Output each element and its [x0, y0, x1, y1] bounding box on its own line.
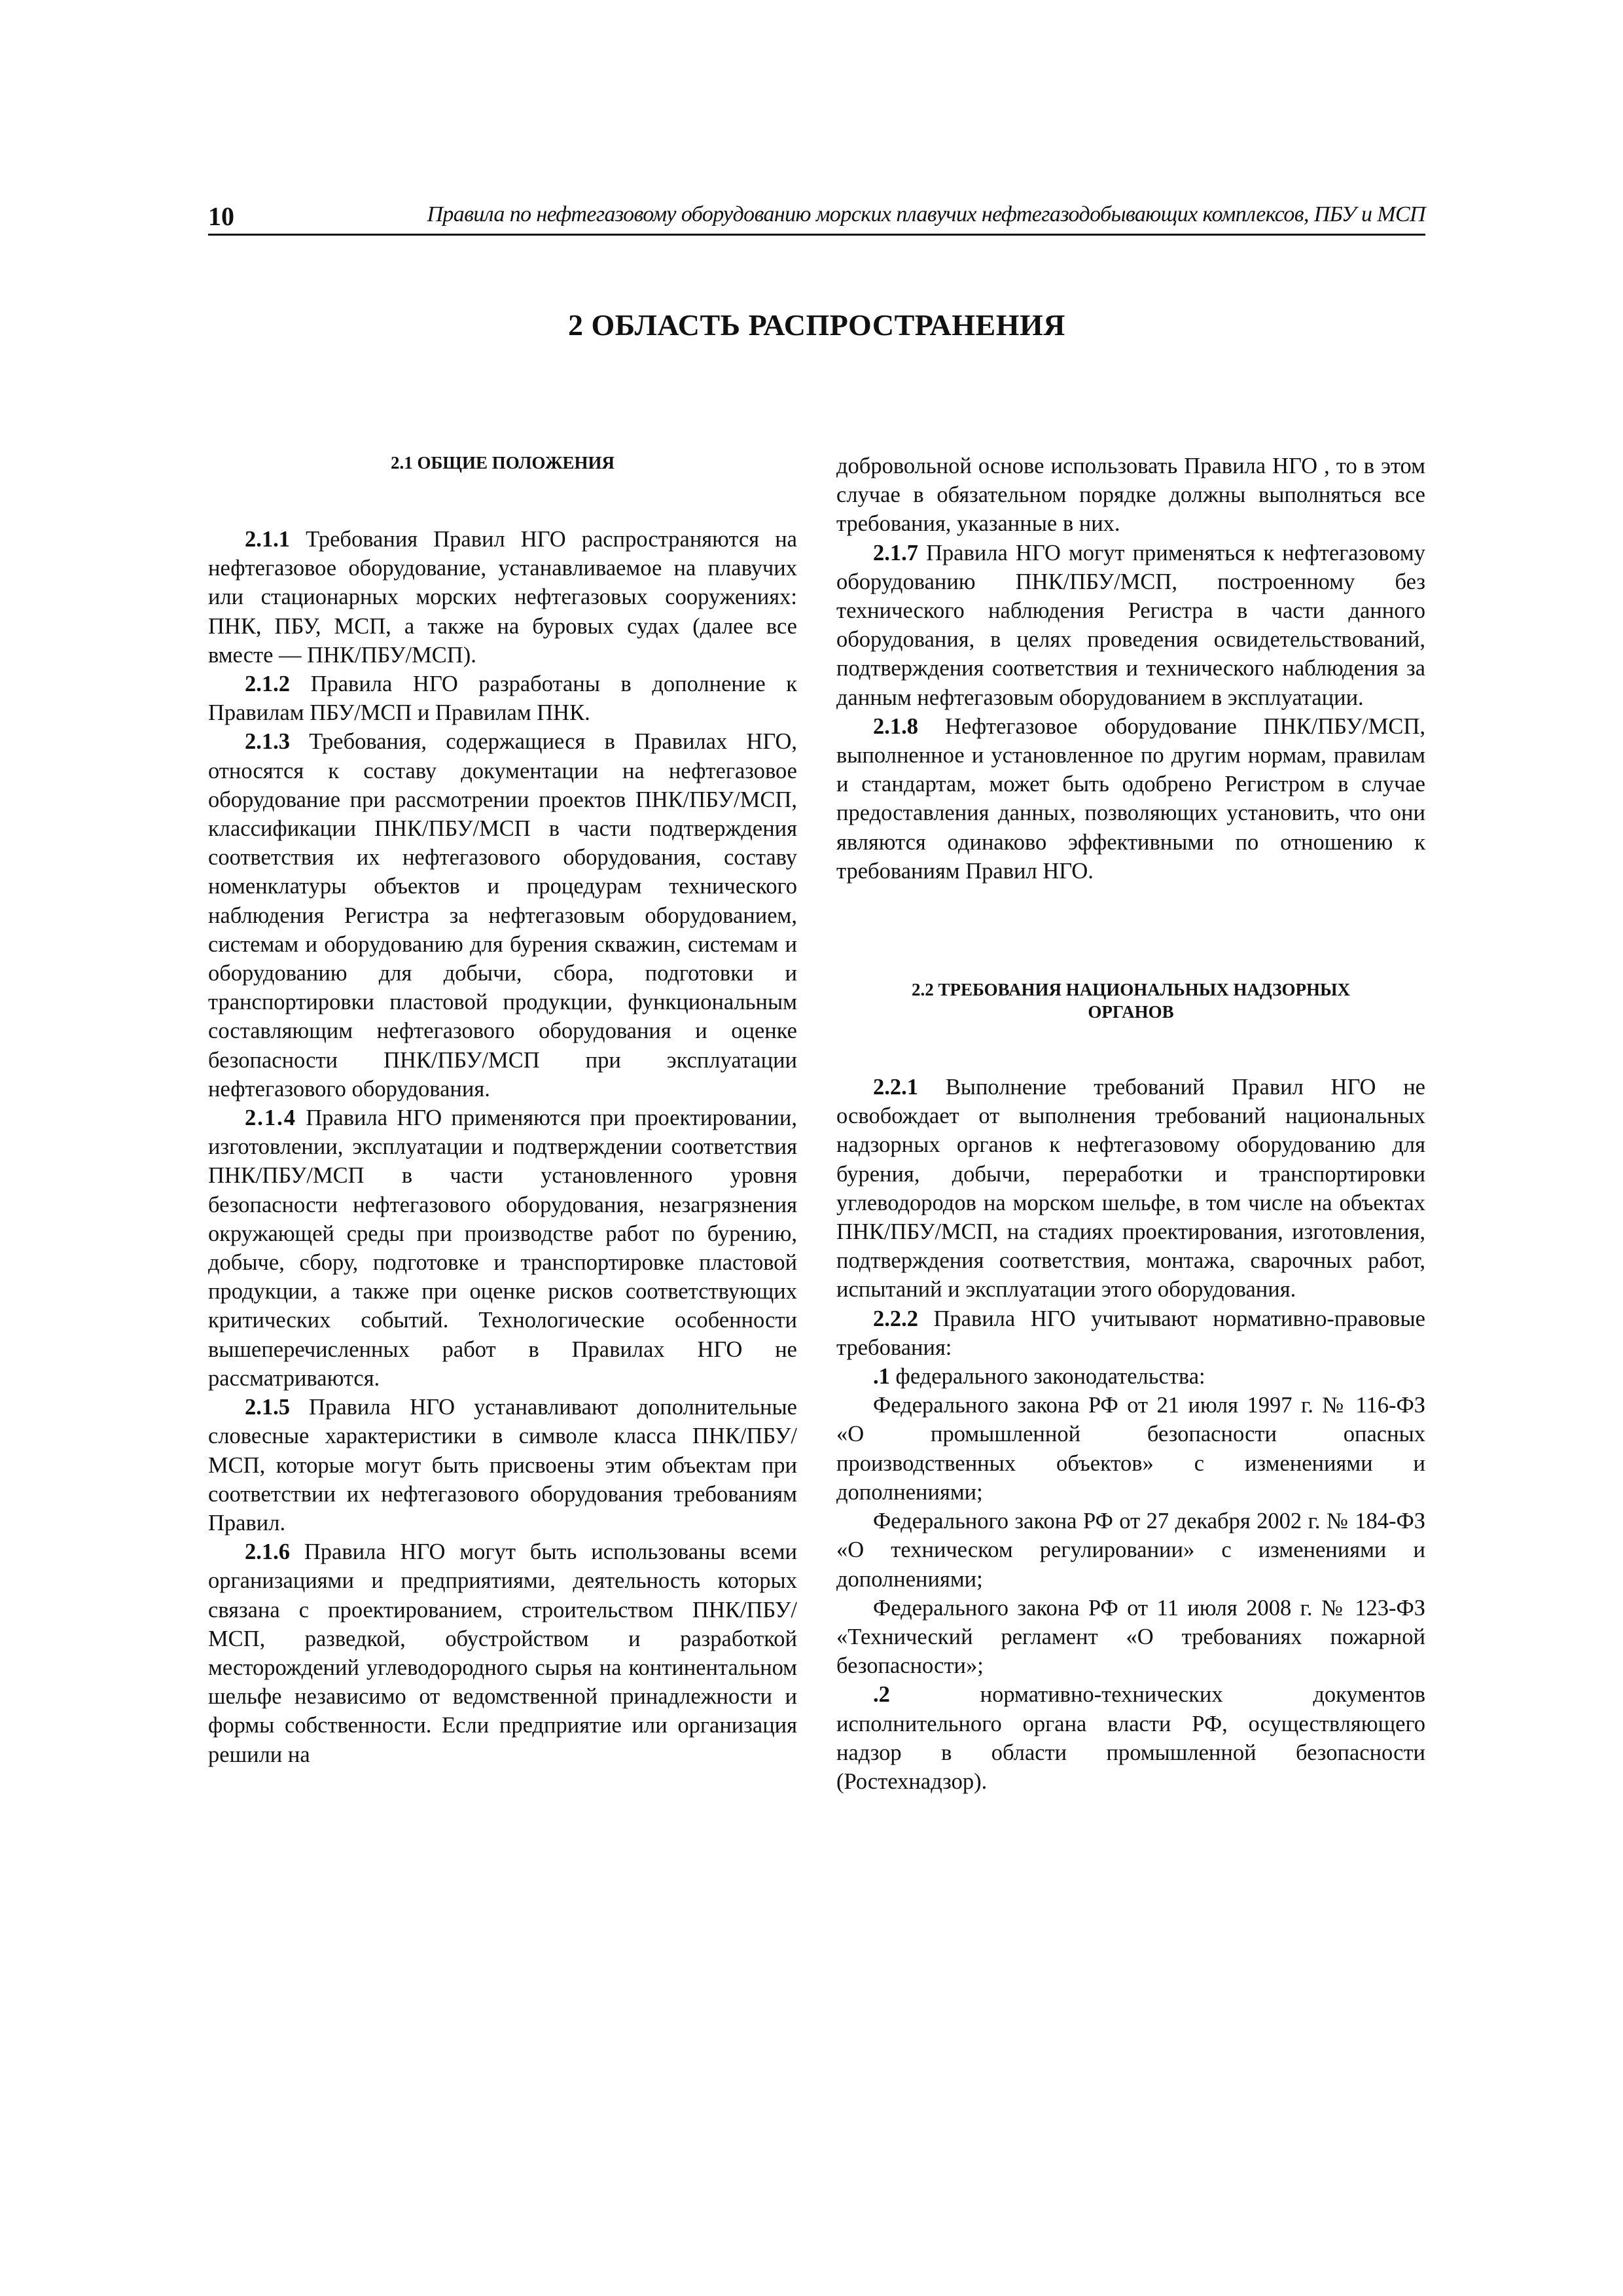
left-column — [208, 452, 797, 1769]
paragraph-2-1-6-continued: добровольной основе использовать Правила НГО , то в этом случае в обязательном порядке должны выполняться все требования, указанные в них. — [836, 454, 1425, 537]
section-heading-2-2 — [836, 978, 1425, 1023]
list-item-1: .1 федерального законодательства: — [873, 1364, 1205, 1390]
law-reference-116: Федерального закона РФ от 21 июля 1997 г. № 116-ФЗ «О промышленной безопасности опасных производственных объектов» с изменениями и дополнениями; — [836, 1393, 1425, 1505]
section-heading-2-2-line2: ОРГАНОВ — [1088, 1002, 1174, 1022]
paragraph-2-1-4: 2.1.4 Правила НГО применяются при проектировании, изготовлении, эксплуатации и подтверждении соответствия ПНК/ПБУ/МСП в части установленного уровня безопасности нефтегазового оборудования, незагрязнения окружающей среды при производстве работ по бурению, добыче, сбору, подготовке и транспортировке пластовой продукции, а также при оценке рисков соответствующих критических событий. Технологические особенности вышеперечисленных работ в Правилах НГО не рассматриваются. — [208, 1105, 797, 1391]
law-reference-123: Федерального закона РФ от 11 июля 2008 г. № 123-ФЗ «Технический регламент «О требованиях пожарной безопасности»; — [836, 1595, 1425, 1679]
paragraph-2-2-1: 2.2.1 Выполнение требований Правил НГО не освобождает от выполнения требований национальных надзорных органов к нефтегазовому оборудованию для бурения, добычи, переработки и транспортировки углеводородов на морском шельфе, в том числе на объектах ПНК/ПБУ/МСП, на стадиях проектирования, изготовления, подтверждения соответствия, монтажа, сварочных работ, испытаний и эксплуатации этого оборудования. — [836, 1075, 1425, 1302]
paragraph-2-2-2: 2.2.2 Правила НГО учитывают нормативно-правовые требования: — [836, 1306, 1425, 1360]
chapter-title: 2 ОБЛАСТЬ РАСПРОСТРАНЕНИЯ — [568, 308, 1065, 342]
paragraph-2-1-5: 2.1.5 Правила НГО устанавливают дополнительные словесные характеристики в символе класса ПНК/ПБУ/МСП, которые могут быть присвоены этим объектам при соответствии их нефтегазового оборудования требованиям Правил. — [208, 1395, 797, 1535]
list-item-2: .2 нормативно-технических документов исполнительного органа власти РФ, осуществляющего надзор в области промышленной безопасности (Ростехнадзор). — [836, 1682, 1425, 1794]
section-heading-2-2-line1: 2.2 ТРЕБОВАНИЯ НАЦИОНАЛЬНЫХ НАДЗОРНЫХ — [912, 980, 1350, 1000]
paragraph-2-1-2: 2.1.2 Правила НГО разработаны в дополнение к Правилам ПБУ/МСП и Правилам ПНК. — [208, 672, 797, 726]
paragraph-2-1-3: 2.1.3 Требования, содержащиеся в Правилах НГО, относятся к составу документации на нефтегазовое оборудование при рассмотрении проектов ПНК/ПБУ/МСП, классификации ПНК/ПБУ/МСП в части подтверждения соответствия их нефтегазового оборудования, составу номенклатуры объектов и процедурам технического наблюдения Регистра за нефтегазовым оборудованием, системам и оборудованию для бурения скважин, системам и оборудованию для добычи, сбора, подготовки и транспортировки пластовой продукции, функциональным составляющим нефтегазового оборудования и оценке безопасности ПНК/ПБУ/МСП при эксплуатации нефтегазового оборудования. — [208, 729, 797, 1102]
law-reference-184: Федерального закона РФ от 27 декабря 2002 г. № 184-ФЗ «О техническом регулировании» с изменениями и дополнениями; — [836, 1509, 1425, 1592]
paragraph-2-1-1: 2.1.1 Требования Правил НГО распространяются на нефтегазовое оборудование, устанавливаемое на плавучих или стационарных морских нефтегазовых сооружениях: ПНК, ПБУ, МСП, а также на буровых судах (далее все вместе — ПНК/ПБУ/МСП). — [208, 527, 797, 668]
paragraph-2-1-6: 2.1.6 Правила НГО могут быть использованы всеми организациями и предприятиями, деятельность которых связана с проектированием, строительством ПНК/ПБУ/МСП, разведкой, обустройством и разработкой месторождений углеводородного сырья на континентальном шельфе независимо от ведомственной принадлежности и формы собственности. Если предприятие или организация решили на — [208, 1539, 797, 1767]
running-title: Правила по нефтегазовому оборудованию морских плавучих нефтегазодобывающих комплексов, ПБУ и МСП — [427, 202, 1425, 226]
page-number: 10 — [208, 202, 234, 231]
right-column — [836, 452, 1425, 1796]
paragraph-2-1-8: 2.1.8 Нефтегазовое оборудование ПНК/ПБУ/МСП, выполненное и установленное по другим нормам, правилам и стандартам, может быть одобрено Регистром в случае предоставления данных, позволяющих установить, что они являются одинаково эффективными по отношению к требованиям Правил НГО. — [836, 713, 1425, 884]
section-heading-2-1: 2.1 ОБЩИЕ ПОЛОЖЕНИЯ — [390, 453, 615, 473]
running-header — [208, 200, 1425, 236]
paragraph-2-1-7: 2.1.7 Правила НГО могут применяться к нефтегазовому оборудованию ПНК/ПБУ/МСП, построенному без технического наблюдения Регистра в части данного оборудования, в целях проведения освидетельствований, подтверждения соответствия и технического наблюдения за данным нефтегазовым оборудованием в эксплуатации. — [836, 540, 1425, 710]
